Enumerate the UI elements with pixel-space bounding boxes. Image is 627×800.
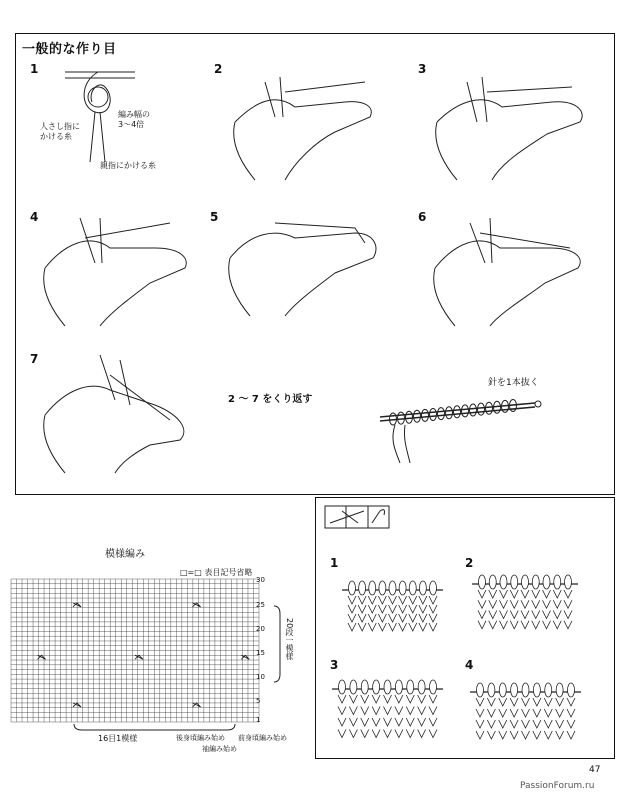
step-4-number: 4 (30, 210, 39, 224)
needle-loop (339, 680, 346, 694)
cast-on-loop (438, 408, 445, 420)
needle-loop (568, 683, 575, 697)
page-number: 47 (589, 765, 601, 775)
knit-stitch (499, 731, 507, 739)
knit-stitch (522, 709, 530, 717)
knit-stitch (567, 709, 575, 717)
knit-stitch (487, 709, 495, 717)
knit-stitch (389, 623, 397, 631)
knit-stitch (533, 720, 541, 728)
knit-stitch (564, 621, 572, 629)
knit-stitch (406, 718, 414, 726)
cable-step-1-number: 1 (330, 556, 339, 570)
knit-stitch (476, 731, 484, 739)
knit-stitch (429, 596, 437, 604)
cast-on-loop (446, 407, 453, 419)
knit-stitch (553, 621, 561, 629)
cast-on-loop (422, 409, 429, 421)
needle-loop (373, 680, 380, 694)
step-1-number: 1 (30, 62, 39, 76)
needle-loop (379, 581, 386, 595)
knit-stitch (419, 596, 427, 604)
knit-stitch (419, 623, 427, 631)
knit-stitch (476, 698, 484, 706)
knit-stitch (349, 730, 357, 738)
knit-stitch (368, 614, 376, 622)
cable-step-4-illustration (468, 668, 583, 746)
knit-stitch (429, 730, 437, 738)
stitch-repeat-label: 16目1模様 (98, 734, 138, 743)
knit-stitch (564, 600, 572, 608)
knit-stitch (564, 590, 572, 598)
knit-stitch (378, 623, 386, 631)
knit-stitch (409, 623, 417, 631)
needle-loop (477, 683, 484, 697)
knit-stitch (349, 707, 357, 715)
pattern-chart-grid (10, 578, 260, 723)
knit-stitch (478, 621, 486, 629)
knit-stitch (389, 614, 397, 622)
needle-note: 針を1本抜く (488, 378, 539, 388)
knit-stitch (406, 730, 414, 738)
needle-loop (350, 680, 357, 694)
knit-stitch (522, 731, 530, 739)
knit-stitch (500, 621, 508, 629)
cable-mark (135, 655, 143, 659)
step-7-number: 7 (30, 352, 39, 366)
needle-loop (419, 581, 426, 595)
knit-stitch (389, 605, 397, 613)
knit-stitch (500, 600, 508, 608)
knit-stitch (478, 611, 486, 619)
needle-loop (511, 575, 518, 589)
knit-stitch (544, 709, 552, 717)
row-number: 15 (256, 649, 265, 657)
cable-step-3-number: 3 (330, 658, 339, 672)
needle-loop (389, 581, 396, 595)
knit-stitch (338, 695, 346, 703)
step-2-illustration (225, 62, 385, 182)
step-7-illustration (40, 345, 200, 475)
knit-stitch (543, 600, 551, 608)
knit-stitch (361, 718, 369, 726)
needle-loop (418, 680, 425, 694)
knit-stitch (510, 731, 518, 739)
needle-loop (522, 575, 529, 589)
cable-mark (193, 703, 201, 707)
cast-on-needle-illustration (375, 385, 550, 465)
needle-loop (522, 683, 529, 697)
knit-stitch (389, 596, 397, 604)
knit-stitch (489, 611, 497, 619)
knit-stitch (372, 695, 380, 703)
needle-loop (409, 581, 416, 595)
knit-stitch (500, 590, 508, 598)
knit-stitch (429, 695, 437, 703)
cable-step-1-illustration (340, 566, 445, 636)
knit-stitch (368, 596, 376, 604)
label-width: 編み幅の 3〜4倍 (118, 110, 150, 129)
knit-stitch (419, 614, 427, 622)
knit-stitch (487, 720, 495, 728)
knit-stitch (564, 611, 572, 619)
cable-mark (193, 603, 201, 607)
knit-stitch (521, 600, 529, 608)
knit-stitch (429, 718, 437, 726)
knit-stitch (429, 707, 437, 715)
knit-stitch (358, 605, 366, 613)
knit-stitch (384, 730, 392, 738)
knit-stitch (406, 695, 414, 703)
knit-stitch (543, 621, 551, 629)
knit-stitch (567, 731, 575, 739)
knit-stitch (567, 698, 575, 706)
row-number: 5 (256, 697, 261, 705)
knit-stitch (476, 720, 484, 728)
knit-stitch (409, 596, 417, 604)
knit-stitch (395, 718, 403, 726)
cast-on-loop (462, 405, 469, 417)
knit-stitch (478, 590, 486, 598)
row-number: 10 (256, 673, 265, 681)
knit-stitch (510, 600, 518, 608)
needle-loop (500, 575, 507, 589)
knit-stitch (348, 623, 356, 631)
knit-stitch (544, 731, 552, 739)
needle-loop (543, 575, 550, 589)
step-3-illustration (432, 62, 597, 182)
knit-stitch (532, 621, 540, 629)
row-number: 25 (256, 601, 265, 609)
step-3-number: 3 (418, 62, 427, 76)
knit-stitch (544, 698, 552, 706)
cast-on-loop (486, 402, 493, 414)
back-start-label: 後身頃編み始め (176, 734, 225, 742)
cast-on-loop (430, 409, 437, 421)
needle-loop (533, 683, 540, 697)
knit-stitch (429, 623, 437, 631)
needle-loop (532, 575, 539, 589)
knit-stitch (543, 611, 551, 619)
needle-loop (407, 680, 414, 694)
watermark: PassionForum.ru (520, 781, 595, 791)
knit-stitch (478, 600, 486, 608)
knit-stitch (358, 596, 366, 604)
knit-stitch (348, 596, 356, 604)
needle-loop (554, 575, 561, 589)
knit-stitch (556, 698, 564, 706)
repeat-instruction: 2 〜 7 をくり返す (228, 394, 313, 405)
knit-stitch (399, 605, 407, 613)
knit-stitch (406, 707, 414, 715)
knit-stitch (372, 718, 380, 726)
knit-stitch (532, 600, 540, 608)
label-forefinger-yarn: 人さし指に かける糸 (40, 122, 80, 141)
knit-stitch (556, 709, 564, 717)
needle-loop (499, 683, 506, 697)
cable-step-4-number: 4 (465, 658, 474, 672)
cast-on-loop (406, 411, 413, 423)
row-number: 20 (256, 625, 265, 633)
needle-loop (511, 683, 518, 697)
knit-stitch (567, 720, 575, 728)
needle-loop (399, 581, 406, 595)
knit-stitch (395, 695, 403, 703)
knit-stitch (399, 614, 407, 622)
knit-stitch (489, 621, 497, 629)
knit-stitch (521, 621, 529, 629)
step-2-number: 2 (214, 62, 223, 76)
knit-stitch (368, 623, 376, 631)
knit-stitch (476, 709, 484, 717)
pattern-title: 模様編み (105, 549, 145, 560)
knit-stitch (395, 707, 403, 715)
knit-stitch (384, 718, 392, 726)
knit-stitch (489, 600, 497, 608)
step-5-illustration (225, 208, 385, 318)
knit-stitch (544, 720, 552, 728)
knit-stitch (418, 695, 426, 703)
cable-step-2-number: 2 (465, 556, 474, 570)
knit-stitch (510, 590, 518, 598)
cast-on-loop (454, 406, 461, 418)
knit-stitch (522, 720, 530, 728)
knit-stitch (348, 605, 356, 613)
needle-loop (430, 581, 437, 595)
knit-stitch (500, 611, 508, 619)
knit-stitch (409, 614, 417, 622)
knit-stitch (349, 695, 357, 703)
knit-stitch (399, 623, 407, 631)
cast-on-title: 一般的な作り目 (22, 42, 117, 57)
cable-step-3-illustration (330, 665, 445, 745)
knit-stitch (349, 718, 357, 726)
needle-loop (349, 581, 356, 595)
knit-stitch (361, 730, 369, 738)
knit-stitch (533, 698, 541, 706)
needle-loop (479, 575, 486, 589)
knit-stitch (338, 707, 346, 715)
knit-stitch (489, 590, 497, 598)
cable-mark (38, 655, 46, 659)
knit-stitch (510, 621, 518, 629)
needle-loop (489, 575, 496, 589)
needle-loop (565, 575, 572, 589)
knit-stitch (418, 707, 426, 715)
cable-symbol (324, 505, 390, 529)
knit-stitch (372, 707, 380, 715)
knit-stitch (419, 605, 427, 613)
knit-stitch (499, 698, 507, 706)
cast-on-loop (470, 404, 477, 416)
knit-stitch (532, 611, 540, 619)
row-bracket (272, 604, 284, 684)
knit-stitch (510, 611, 518, 619)
row-number: 30 (256, 576, 265, 584)
knit-stitch (532, 590, 540, 598)
knit-stitch (361, 695, 369, 703)
knit-stitch (553, 600, 561, 608)
knit-stitch (510, 720, 518, 728)
knit-stitch (543, 590, 551, 598)
label-thumb-yarn: 親指にかける糸 (100, 161, 156, 170)
knit-stitch (384, 695, 392, 703)
row-number: 1 (256, 716, 261, 724)
knit-stitch (338, 730, 346, 738)
cast-on-loop (398, 412, 405, 424)
needle-loop (384, 680, 391, 694)
cable-step-2-illustration (470, 560, 580, 635)
knit-stitch (358, 623, 366, 631)
knit-stitch (521, 611, 529, 619)
knit-stitch (533, 731, 541, 739)
knit-stitch (429, 605, 437, 613)
knit-stitch (418, 730, 426, 738)
knit-stitch (510, 698, 518, 706)
sleeve-start-label: 袖編み始め (202, 745, 237, 753)
knit-stitch (409, 605, 417, 613)
front-start-label: 前身頃編み始め (238, 734, 287, 742)
knit-stitch (510, 709, 518, 717)
knit-stitch (378, 596, 386, 604)
knit-stitch (384, 707, 392, 715)
knit-stitch (553, 590, 561, 598)
cast-on-loop (478, 403, 485, 415)
knit-stitch (378, 614, 386, 622)
needle-loop (395, 680, 402, 694)
step-6-illustration (430, 208, 595, 328)
needle-loop (430, 680, 437, 694)
pattern-legend: □=□ 表目記号省略 (180, 568, 253, 577)
knit-stitch (361, 707, 369, 715)
knit-stitch (368, 605, 376, 613)
knit-stitch (358, 614, 366, 622)
knit-stitch (395, 730, 403, 738)
knit-stitch (338, 718, 346, 726)
knit-stitch (418, 718, 426, 726)
step-5-number: 5 (210, 210, 219, 224)
cast-on-loop (414, 410, 421, 422)
knit-stitch (556, 731, 564, 739)
knit-stitch (499, 709, 507, 717)
needle-loop (488, 683, 495, 697)
knit-stitch (522, 698, 530, 706)
knit-stitch (487, 698, 495, 706)
knit-stitch (348, 614, 356, 622)
knit-stitch (487, 731, 495, 739)
knit-stitch (378, 605, 386, 613)
needle-loop (361, 680, 368, 694)
knit-stitch (521, 590, 529, 598)
knit-stitch (533, 709, 541, 717)
pattern-repeat-rows: 20段一模様 (285, 618, 294, 661)
needle-loop (369, 581, 376, 595)
knit-stitch (499, 720, 507, 728)
knit-stitch (429, 614, 437, 622)
knit-stitch (399, 596, 407, 604)
knit-stitch (556, 720, 564, 728)
needle-loop (556, 683, 563, 697)
needle-loop (545, 683, 552, 697)
needle-loop (359, 581, 366, 595)
step-4-illustration (40, 208, 200, 328)
knit-stitch (553, 611, 561, 619)
step-6-number: 6 (418, 210, 427, 224)
knit-stitch (372, 730, 380, 738)
